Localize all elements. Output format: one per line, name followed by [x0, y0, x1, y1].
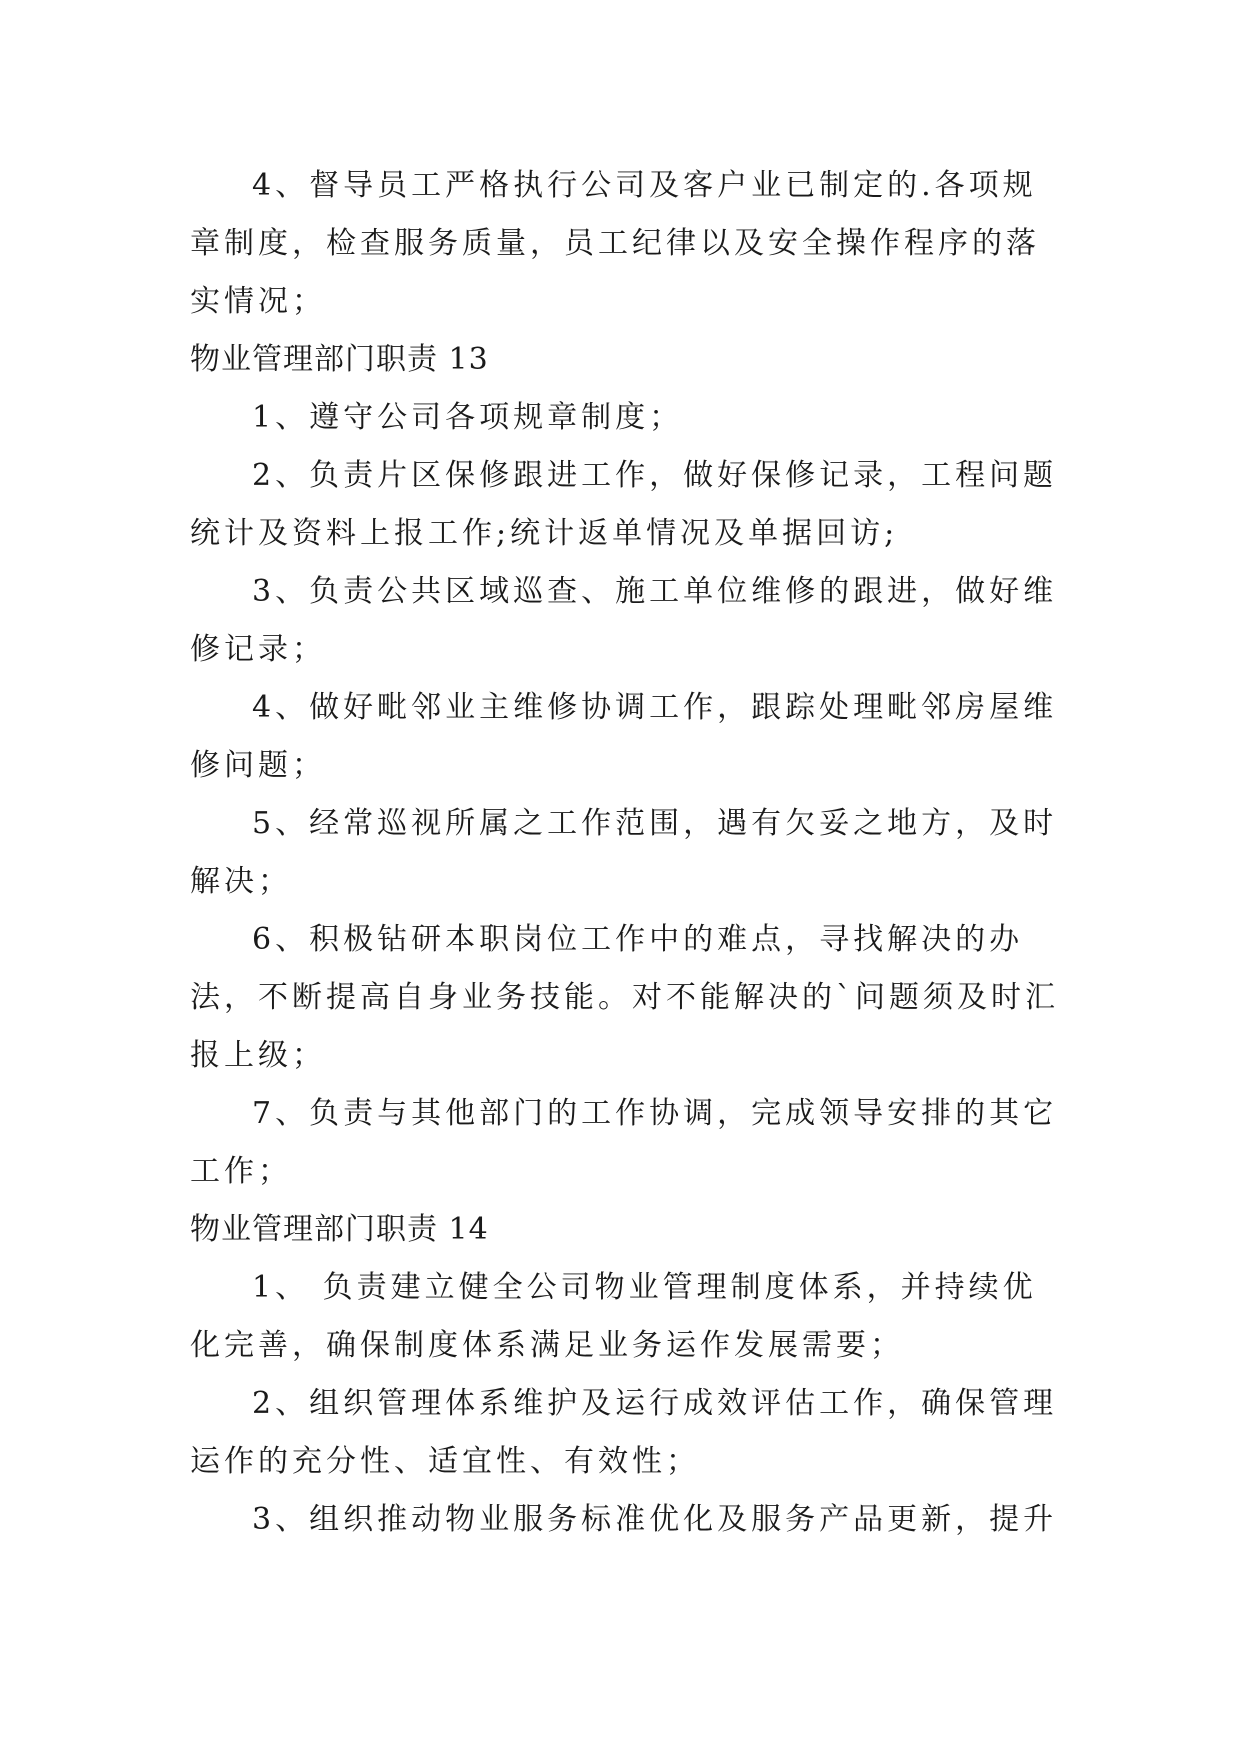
document-body [190, 157, 1060, 1549]
paragraph-item: 2、负责片区保修跟进工作，做好保修记录，工程问题统计及资料上报工作;统计返单情况及单据回访; [190, 458, 1058, 551]
paragraph-item: 7、负责与其他部门的工作协调，完成领导安排的其它工作； [190, 1096, 1058, 1189]
paragraph-item: 5、经常巡视所属之工作范围，遇有欠妥之地方，及时解决； [190, 806, 1058, 899]
paragraph-item: 3、组织推动物业服务标准优化及服务产品更新，提升 [252, 1502, 1058, 1537]
section-heading: 物业管理部门职责 13 [190, 342, 489, 377]
section-heading: 物业管理部门职责 14 [190, 1212, 489, 1247]
paragraph-item: 6、积极钻研本职岗位工作中的难点，寻找解决的办法，不断提高自身业务技能。对不能解决的`问题须及时汇报上级； [190, 922, 1059, 1073]
paragraph-item: 4、督导员工严格执行公司及客户业已制定的.各项规章制度，检查服务质量，员工纪律以及安全操作程序的落实情况； [190, 168, 1040, 319]
paragraph-item: 1、遵守公司各项规章制度； [252, 400, 684, 435]
paragraph-item: 2、组织管理体系维护及运行成效评估工作，确保管理运作的充分性、适宜性、有效性； [190, 1386, 1058, 1479]
paragraph-item: 3、负责公共区域巡查、施工单位维修的跟进，做好维修记录； [190, 574, 1058, 667]
paragraph-item: 1、 负责建立健全公司物业管理制度体系，并持续优化完善，确保制度体系满足业务运作发展需要； [190, 1270, 1037, 1363]
paragraph-item: 4、做好毗邻业主维修协调工作，跟踪处理毗邻房屋维修问题； [190, 690, 1058, 783]
